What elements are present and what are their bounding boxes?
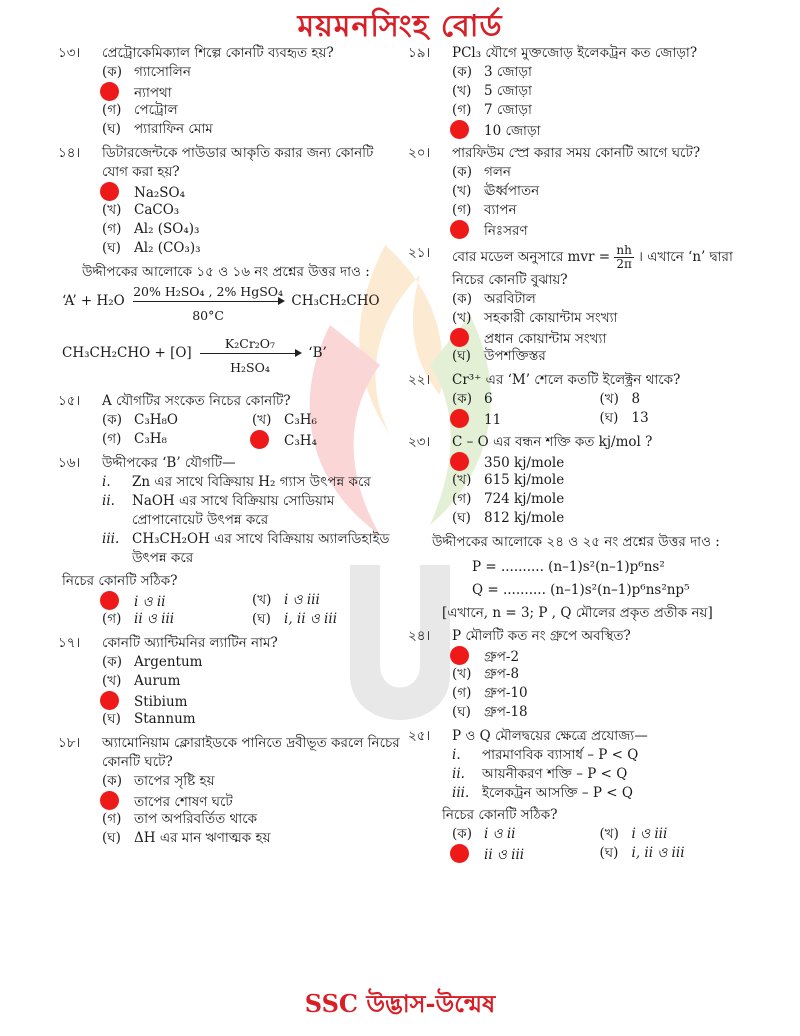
option-b[interactable] <box>452 82 747 101</box>
option-label: (খ) <box>599 826 619 842</box>
option-b[interactable] <box>252 411 402 430</box>
option-a[interactable] <box>452 290 747 309</box>
question-number: ২০। <box>408 145 431 161</box>
option-label: (ক) <box>102 773 122 789</box>
stimulus-intro: উদ্দীপকের আলোকে ২৪ ও ২৫ নং প্রশ্নের উত্তর দাও : <box>432 534 720 550</box>
option-label: (ক) <box>102 412 122 428</box>
reaction-arrow-icon <box>200 335 300 375</box>
option-text: Stannum <box>134 711 196 727</box>
option-a[interactable] <box>452 825 600 844</box>
option-a-selected[interactable] <box>102 182 402 201</box>
option-label: (খ) <box>452 666 472 682</box>
option-text: পেট্রোল <box>134 102 178 118</box>
stimulus-p-line: P = .......... (n–1)s²(n–1)p⁶ns² <box>472 559 665 575</box>
option-d[interactable] <box>600 844 748 863</box>
option-a-selected[interactable] <box>452 646 747 665</box>
option-d[interactable] <box>102 120 402 139</box>
question-number: ২৩। <box>408 434 431 450</box>
option-text: Stibium <box>134 694 188 710</box>
board-title: ময়মনসিংহ বোর্ড <box>297 9 503 44</box>
option-text: উপশক্তিস্তর <box>484 348 546 364</box>
option-c[interactable] <box>452 684 747 703</box>
option-text: 11 <box>484 412 502 428</box>
statement-i <box>452 746 747 765</box>
question-text: উদ্দীপকের ‘B’ যৌগটি— <box>102 455 236 471</box>
option-text: C₃H₈ <box>134 431 167 447</box>
option-a-selected[interactable] <box>102 591 252 610</box>
option-text: প্রধান কোয়ান্টাম সংখ্যা <box>484 331 607 347</box>
option-label: (গ) <box>102 221 122 237</box>
question-text: পারফিউম স্প্রে করার সময় কোনটি আগে ঘটে? <box>452 145 701 161</box>
option-text: Na₂SO₄ <box>134 185 186 201</box>
question-number: ১৩। <box>58 45 81 61</box>
question-text-b: । এখানে ‘n’ দ্বারা নিচের কোনটি বুঝায়? <box>452 249 733 288</box>
option-text: i ও iii <box>631 826 668 842</box>
question-prompt: নিচের কোনটি সঠিক? <box>442 807 558 823</box>
equation-1 <box>62 283 402 336</box>
question-number: ২৪। <box>408 628 431 644</box>
eq1-above: 20% H₂SO₄ , 2% HgSO₄ <box>133 283 284 299</box>
question-text: কোনটি অ্যান্টিমনির ল্যাটিন নাম? <box>102 635 278 651</box>
option-text: 615 kj/mole <box>484 472 565 488</box>
option-a[interactable] <box>452 63 747 82</box>
option-c-selected[interactable] <box>452 409 600 428</box>
option-label: (গ) <box>452 102 472 118</box>
answer-mark-icon <box>100 182 119 201</box>
question-21 <box>402 244 747 366</box>
option-c[interactable] <box>452 490 747 509</box>
option-label: (ঘ) <box>452 348 471 364</box>
question-number: ১৯। <box>408 45 431 61</box>
option-text: গ্রুপ-8 <box>484 666 520 682</box>
option-text: অরবিটাল <box>484 291 536 307</box>
option-label: (ঘ) <box>102 121 121 137</box>
option-c[interactable] <box>102 610 252 629</box>
question-text: P ও Q মৌলদ্বয়ের ক্ষেত্রে প্রযোজ্য— <box>452 728 648 744</box>
option-text: তাপের শোষণ ঘটে <box>134 794 233 810</box>
question-18 <box>58 734 402 848</box>
option-c-selected[interactable] <box>452 328 747 347</box>
question-number: ১৬। <box>58 455 81 471</box>
option-a[interactable] <box>452 390 600 409</box>
stimulus-15-16 <box>62 263 402 388</box>
option-text: Aurum <box>134 673 181 689</box>
question-text <box>452 244 747 290</box>
question-text: A যৌগটির সংকেত নিচের কোনটি? <box>102 393 291 409</box>
stimulus-24-25 <box>432 533 747 623</box>
option-label: (খ) <box>102 202 122 218</box>
eq2-left: CH₃CH₂CHO + [O] <box>62 345 192 361</box>
eq2-above: K₂Cr₂O₇ <box>224 335 276 351</box>
question-25 <box>402 727 747 863</box>
footer-brand: SSC উদ্ভাস-উন্মেষ <box>304 989 496 1018</box>
statement-text: ইলেকট্রন আসক্তি – P < Q <box>482 785 633 801</box>
answer-mark-icon <box>450 646 469 665</box>
stimulus-note: [এখানে, n = 3; P , Q মৌলের প্রকৃত প্রতীক নয়] <box>442 605 713 621</box>
option-text: i ও iii <box>284 592 320 608</box>
question-13 <box>58 44 402 139</box>
option-b[interactable] <box>252 591 402 610</box>
option-d[interactable] <box>452 347 747 366</box>
option-label: (ঘ) <box>102 830 121 846</box>
option-label: (ক) <box>452 391 472 407</box>
option-label: (ক) <box>452 291 472 307</box>
option-a[interactable] <box>102 653 402 672</box>
option-text: Al₂ (CO₃)₃ <box>134 240 201 256</box>
question-text: Cr³⁺ এর ‘M’ শেলে কতটি ইলেক্ট্রন থাকে? <box>452 372 681 388</box>
option-text: C₃H₄ <box>284 433 317 449</box>
fraction-denominator: 2π <box>616 257 632 271</box>
option-d-selected[interactable] <box>452 220 747 239</box>
option-text: ii ও iii <box>134 611 175 627</box>
option-text: 8 <box>631 391 641 407</box>
option-text: ii ও iii <box>484 847 525 863</box>
statement-ii <box>452 765 747 784</box>
option-label: (ঘ) <box>452 510 471 526</box>
option-text: ন্যাপথা <box>134 85 172 101</box>
option-c[interactable] <box>452 201 747 220</box>
option-text: গ্যাসোলিন <box>134 64 191 80</box>
reaction-arrow-icon <box>133 283 284 323</box>
statement-label: iii. <box>452 785 470 801</box>
fraction-numerator: nh <box>616 243 632 257</box>
option-b[interactable] <box>452 471 747 490</box>
option-a[interactable] <box>102 772 402 791</box>
option-d[interactable] <box>102 239 402 258</box>
option-b[interactable] <box>600 390 748 409</box>
option-b[interactable] <box>102 201 402 220</box>
option-label: (ঘ) <box>252 611 271 627</box>
question-number: ২১। <box>408 245 431 261</box>
option-text: গলন <box>484 164 511 180</box>
answer-mark-icon <box>250 430 269 449</box>
option-text: ব্যাপন <box>484 202 517 218</box>
answer-mark-icon <box>450 409 469 428</box>
eq1-below: 80°C <box>192 307 224 323</box>
option-label: (গ) <box>452 491 472 507</box>
answer-mark-icon <box>450 220 469 239</box>
question-number: ২২। <box>408 372 431 388</box>
option-a[interactable] <box>452 163 747 182</box>
option-text: Argentum <box>134 654 203 670</box>
option-label: (ক) <box>452 64 472 80</box>
option-label: (গ) <box>452 202 472 218</box>
option-c[interactable] <box>452 101 747 120</box>
option-text: 350 kj/mole <box>484 455 565 471</box>
option-label: (ঘ) <box>102 711 121 727</box>
option-text: 5 জোড়া <box>484 83 532 99</box>
option-d[interactable] <box>252 610 402 629</box>
option-label: (গ) <box>102 431 122 447</box>
option-label: (ক) <box>452 826 472 842</box>
option-b[interactable] <box>452 665 747 684</box>
option-label: (খ) <box>452 83 472 99</box>
option-text: নিঃসরণ <box>484 223 528 239</box>
option-d[interactable] <box>600 409 748 428</box>
option-b-selected[interactable] <box>102 82 402 101</box>
answer-mark-icon <box>450 328 469 347</box>
option-c[interactable] <box>102 101 402 120</box>
option-text: প্যারাফিন মোম <box>134 121 213 137</box>
question-text: প্রেট্রোকেমিক্যাল শিল্পে কোনটি ব্যবহৃত হয়? <box>102 45 334 61</box>
question-16 <box>58 454 402 629</box>
statement-iii <box>452 784 747 803</box>
question-text: অ্যামোনিয়াম ক্লোরাইডকে পানিতে দ্রবীভূত করলে নিচের কোনটি ঘটে? <box>102 735 400 770</box>
option-text: 13 <box>631 410 649 426</box>
statement-label: ii. <box>452 766 465 782</box>
eq1-left: ‘A’ + H₂O <box>62 293 125 309</box>
question-number: ১৮। <box>58 735 81 751</box>
question-23 <box>402 433 747 528</box>
option-c-selected[interactable] <box>452 844 600 863</box>
question-text: C – O এর বন্ধন শক্তি কত kj/mol ? <box>452 434 653 450</box>
option-text: সহকারী কোয়ান্টাম সংখ্যা <box>484 310 618 326</box>
question-number: ১৪। <box>58 145 81 161</box>
option-a-selected[interactable] <box>452 452 747 471</box>
option-text: i ও ii <box>134 594 166 610</box>
answer-mark-icon <box>450 120 469 139</box>
option-text: 812 kj/mole <box>484 510 565 526</box>
statement-text: পারমাণবিক ব্যাসার্ধ – P < Q <box>482 747 639 763</box>
question-text: PCl₃ যৌগে মুক্তজোড় ইলেকট্রন কত জোড়া? <box>452 45 698 61</box>
option-text: 3 জোড়া <box>484 64 532 80</box>
question-17 <box>58 634 402 729</box>
option-label: (ক) <box>102 64 122 80</box>
statement-ii <box>102 492 402 530</box>
option-d[interactable] <box>102 829 402 848</box>
option-d[interactable] <box>452 509 747 528</box>
question-22 <box>402 371 747 428</box>
option-d[interactable] <box>452 703 747 722</box>
option-label: (ক) <box>102 654 122 670</box>
equation-2 <box>62 335 402 388</box>
question-15 <box>58 392 402 449</box>
option-label: (গ) <box>102 102 122 118</box>
option-text: গ্রুপ-2 <box>484 649 520 665</box>
question-prompt: নিচের কোনটি সঠিক? <box>62 573 178 589</box>
statement-text: Zn এর সাথে বিক্রিয়ায় H₂ গ্যাস উৎপন্ন করে <box>132 474 371 490</box>
question-text: P মৌলটি কত নং গ্রুপে অবস্থিত? <box>452 628 631 644</box>
option-c[interactable] <box>102 430 252 449</box>
option-label: (গ) <box>102 811 122 827</box>
option-a[interactable] <box>102 411 252 430</box>
option-c[interactable] <box>102 220 402 239</box>
option-text: Al₂ (SO₄)₃ <box>134 221 200 237</box>
statement-label: iii. <box>102 531 120 547</box>
option-text: CaCO₃ <box>134 202 180 218</box>
option-b[interactable] <box>452 182 747 201</box>
option-text: 724 kj/mole <box>484 491 565 507</box>
option-text: 7 জোড়া <box>484 102 532 118</box>
option-label: (খ) <box>452 183 472 199</box>
stimulus-intro: উদ্দীপকের আলোকে ১৫ ও ১৬ নং প্রশ্নের উত্তর দাও : <box>82 264 370 280</box>
option-text: C₃H₈O <box>134 412 178 428</box>
option-label: (খ) <box>252 592 272 608</box>
option-label: (ঘ) <box>102 240 121 256</box>
option-c-selected[interactable] <box>102 691 402 710</box>
fraction <box>614 244 633 271</box>
answer-mark-icon <box>100 82 119 101</box>
option-d-selected[interactable] <box>452 120 747 139</box>
statement-label: i. <box>452 747 461 763</box>
option-label: (গ) <box>102 611 122 627</box>
option-text: 6 <box>484 391 493 407</box>
option-label: (খ) <box>252 412 272 428</box>
question-number: ২৫। <box>408 728 431 744</box>
question-text-a: বোর মডেল অনুসারে mvr = <box>452 249 611 265</box>
option-text: i ও ii <box>484 826 516 842</box>
statement-label: ii. <box>102 493 115 509</box>
option-label: (ক) <box>452 164 472 180</box>
eq2-below: H₂SO₄ <box>230 359 270 375</box>
answer-mark-icon <box>450 452 469 471</box>
option-label: (ঘ) <box>452 704 471 720</box>
option-label: (ঘ) <box>599 845 619 861</box>
option-c[interactable] <box>102 810 402 829</box>
question-20 <box>402 144 747 239</box>
answer-mark-icon <box>450 844 469 863</box>
answer-mark-icon <box>100 591 119 610</box>
question-24 <box>402 627 747 722</box>
answer-mark-icon <box>100 691 119 710</box>
question-text: ডিটারজেন্টকে পাউডার আকৃতি করার জন্য কোনটি যোগ করা হয়? <box>102 145 374 180</box>
statement-text: NaOH এর সাথে বিক্রিয়ায় সোডিয়াম প্রোপানোয়েট উৎপন্ন করে <box>132 493 335 528</box>
option-text: C₃H₆ <box>284 412 317 428</box>
option-label: (খ) <box>452 472 472 488</box>
option-text: i, ii ও iii <box>284 611 338 627</box>
option-label: (খ) <box>102 673 122 689</box>
option-b-selected[interactable] <box>102 791 402 810</box>
option-text: গ্রুপ-18 <box>484 704 528 720</box>
option-b[interactable] <box>452 309 747 328</box>
option-b[interactable] <box>600 825 748 844</box>
option-label: (ঘ) <box>599 410 619 426</box>
option-b[interactable] <box>102 672 402 691</box>
left-column <box>58 44 402 853</box>
option-label: (খ) <box>599 391 619 407</box>
option-d-selected[interactable] <box>252 430 402 449</box>
option-label: (খ) <box>452 310 472 326</box>
statement-text: আয়নীকরণ শক্তি – P < Q <box>482 766 628 782</box>
right-column <box>402 44 747 868</box>
option-a[interactable] <box>102 63 402 82</box>
option-label: (গ) <box>452 685 472 701</box>
statement-i <box>102 473 402 492</box>
question-number: ১৫। <box>58 393 81 409</box>
statement-label: i. <box>102 474 111 490</box>
stimulus-q-line: Q = .......... (n–1)s²(n–1)p⁶ns²np⁵ <box>472 582 690 598</box>
option-text: তাপের সৃষ্টি হয় <box>134 773 215 789</box>
option-text: ঊর্ধ্বপাতন <box>484 183 540 199</box>
question-19 <box>402 44 747 139</box>
option-d[interactable] <box>102 710 402 729</box>
question-14 <box>58 144 402 258</box>
eq1-right: CH₃CH₂CHO <box>291 293 380 309</box>
question-number: ১৭। <box>58 635 81 651</box>
option-text: i, ii ও iii <box>631 845 685 861</box>
answer-mark-icon <box>100 791 119 810</box>
statement-text: CH₃CH₂OH এর সাথে বিক্রিয়ায় অ্যালডিহাইড উৎপন্ন করে <box>132 531 390 566</box>
option-text: গ্রুপ-10 <box>484 685 528 701</box>
eq2-right: ‘B’ <box>308 345 327 361</box>
statement-iii <box>102 530 402 568</box>
option-text: তাপ অপরিবর্তিত থাকে <box>134 811 258 827</box>
option-text: ΔH এর মান ঋণাত্মক হয় <box>134 830 271 846</box>
option-text: 10 জোড়া <box>484 123 541 139</box>
